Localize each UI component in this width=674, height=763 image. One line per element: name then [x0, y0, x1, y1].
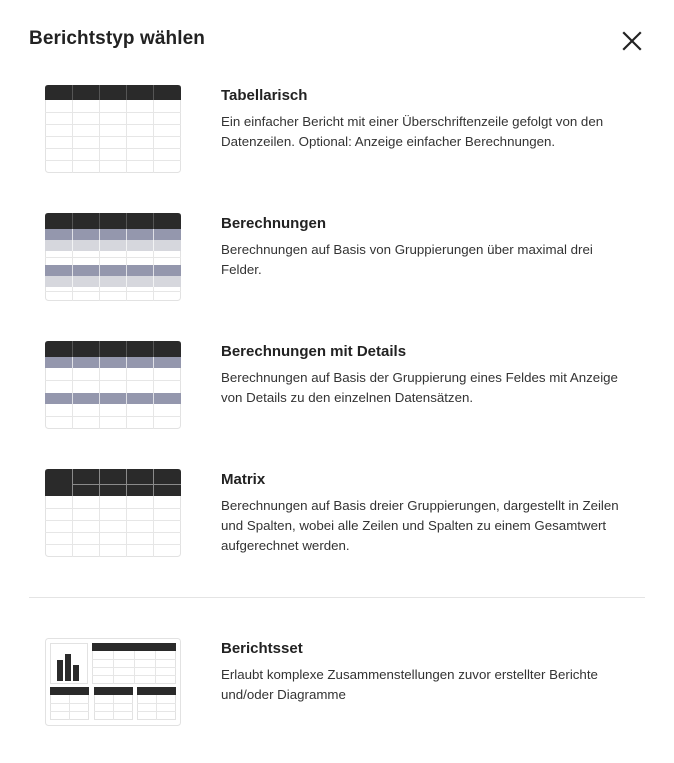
option-description: Berechnungen auf Basis der Gruppierung eines Feldes mit Anzeige von Details zu den einzelnen Datensätzen.: [221, 370, 618, 405]
option-description: Berechnungen auf Basis von Gruppierungen über maximal drei Felder.: [221, 242, 593, 277]
matrix-report-icon: [45, 469, 181, 557]
option-matrix[interactable]: [29, 469, 645, 569]
report-set-icon: [45, 638, 181, 726]
close-icon[interactable]: [619, 28, 645, 54]
option-title: Berechnungen mit Details: [221, 343, 407, 360]
option-tabular[interactable]: [29, 85, 645, 185]
option-title: Berechnungen: [221, 215, 327, 232]
option-title: Tabellarisch: [221, 87, 308, 104]
option-description: Ein einfacher Bericht mit einer Überschriftenzeile gefolgt von den Datenzeilen. Optional: Anzeige einfacher Berechnungen.: [221, 114, 604, 149]
option-title: Matrix: [221, 471, 266, 488]
tabular-report-icon: [45, 85, 181, 173]
option-description: Berechnungen auf Basis dreier Gruppierungen, dargestellt in Zeilen und Spalten, wobei alle Zeilen und Spalten zu einem Gesamtwert aufgerechnet werden.: [221, 498, 619, 553]
calculations-details-report-icon: [45, 341, 181, 429]
option-calculations-details[interactable]: [29, 341, 645, 441]
divider: [29, 597, 645, 598]
option-title: Berichtsset: [221, 640, 303, 657]
option-calculations[interactable]: [29, 213, 645, 313]
option-description: Erlaubt komplexe Zusammenstellungen zuvor erstellter Berichte und/oder Diagramme: [221, 667, 598, 702]
option-report-set[interactable]: [29, 638, 645, 738]
calculations-report-icon: [45, 213, 181, 301]
dialog-title: Berichtstyp wählen: [29, 28, 206, 49]
